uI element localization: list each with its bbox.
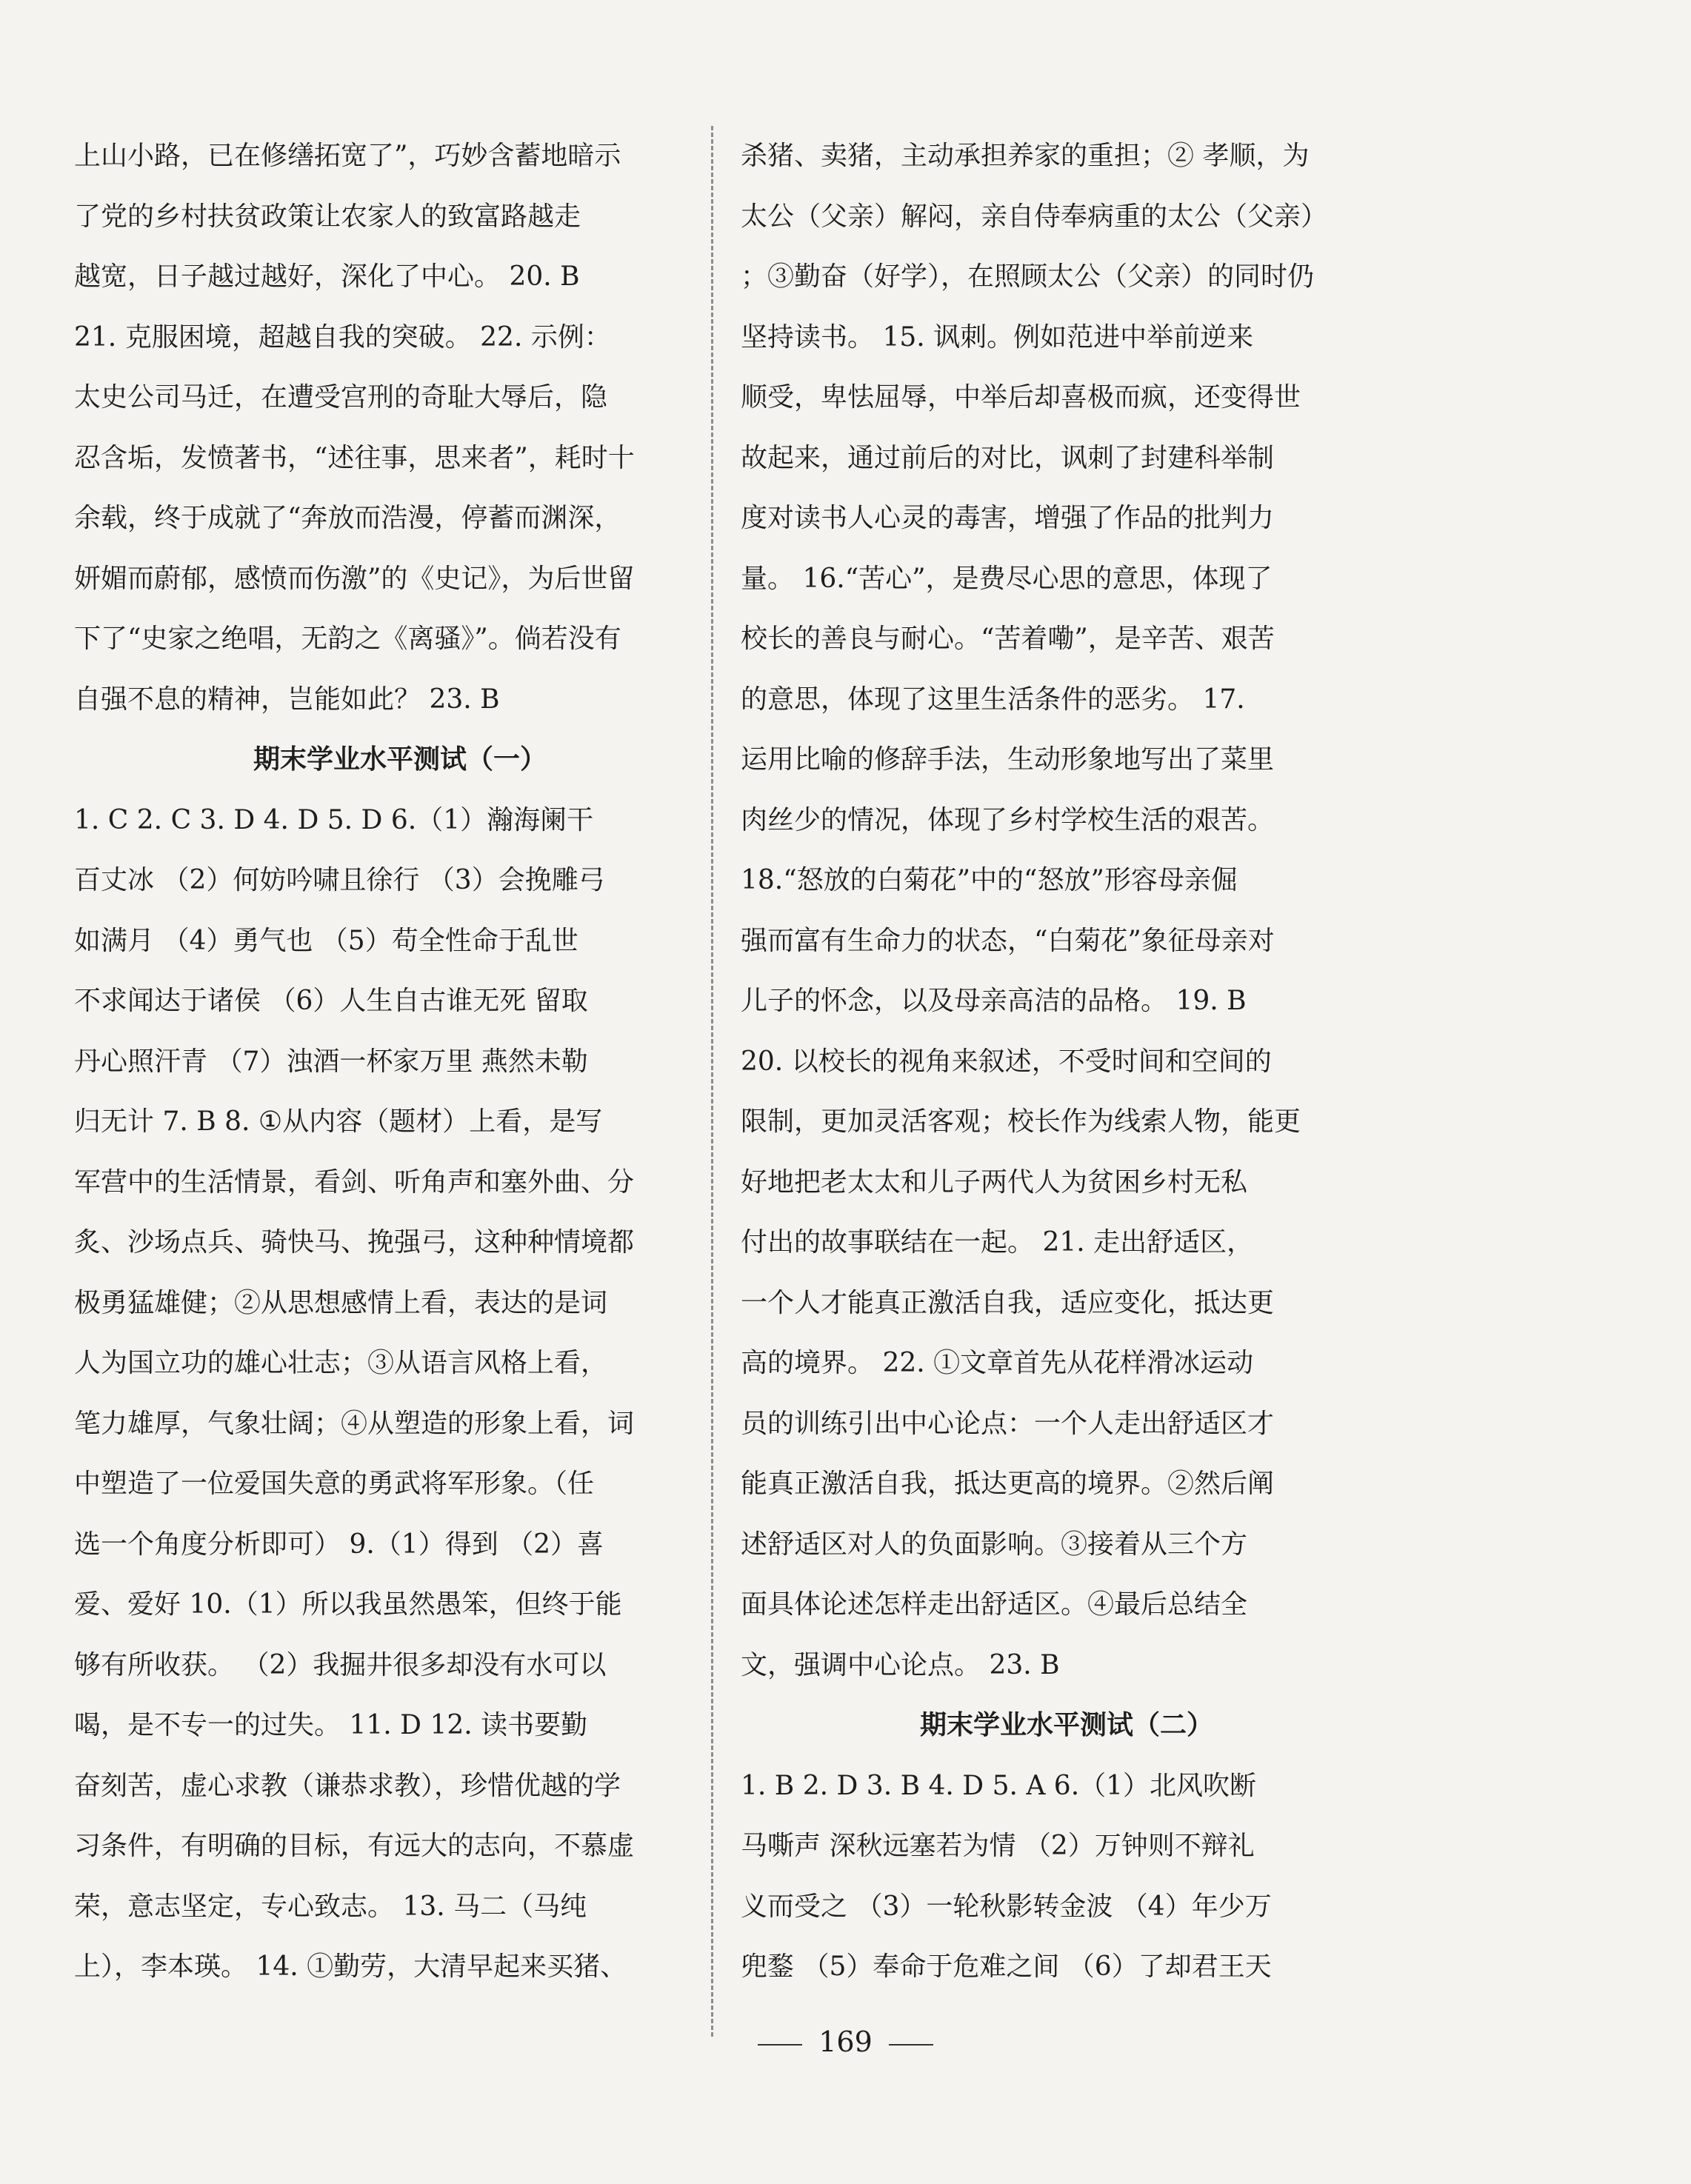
text-line: ；③勤奋（好学），在照顾太公（父亲）的同时仍 — [741, 261, 1315, 292]
text-line: 18.“怒放的白菊花”中的“怒放”形容母亲倔 — [741, 865, 1238, 895]
text-line: 太史公司马迁，在遭受宫刑的奇耻大辱后，隐 — [74, 382, 608, 413]
text-line: 运用比喻的修辞手法，生动形象地写出了菜里 — [741, 744, 1275, 775]
text-line: 度对读书人心灵的毒害，增强了作品的批判力 — [741, 503, 1275, 533]
text-line: 下了“史家之绝唱，无韵之《离骚》”。倘若没有 — [74, 624, 621, 654]
text-line: 如满月 （4）勇气也 （5）苟全性命于乱世 — [74, 925, 578, 956]
text-line: 极勇猛雄健；②从思想感情上看，表达的是词 — [74, 1287, 608, 1318]
text-line: 上山小路，已在修缮拓宽了”，巧妙含蓄地暗示 — [74, 141, 621, 171]
text-line: 喝，是不专一的过失。 11. D 12. 读书要勤 — [74, 1710, 588, 1740]
left-column — [74, 126, 726, 1997]
text-line: 文，强调中心论点。 23. B — [741, 1649, 1060, 1680]
text-line: 付出的故事联结在一起。 21. 走出舒适区， — [741, 1227, 1254, 1258]
page-number: 169 — [818, 2026, 873, 2058]
text-line: 忍含垢，发愤著书，“述往事，思来者”，耗时十 — [74, 442, 635, 473]
text-line: 炙、沙场点兵、骑快马、挽强弓，这种种情境都 — [74, 1227, 635, 1258]
text-line: 丹心照汗青 （7）浊酒一杯家万里 燕然未勒 — [74, 1046, 588, 1077]
section-heading: 期末学业水平测试（一） — [253, 744, 547, 775]
text-line: 限制，更加灵活客观；校长作为线索人物，能更 — [741, 1106, 1301, 1137]
text-line: 习条件，有明确的目标，有远大的志向，不慕虚 — [74, 1831, 635, 1861]
text-line: 好地把老太太和儿子两代人为贫困乡村无私 — [741, 1166, 1248, 1198]
text-line: 1. B 2. D 3. B 4. D 5. A 6.（1）北风吹断 — [741, 1770, 1257, 1801]
text-line: 兜鍪 （5）奉命于危难之间 （6）了却君王天 — [741, 1951, 1272, 1982]
text-line: 员的训练引出中心论点：一个人走出舒适区才 — [741, 1408, 1275, 1439]
text-line: 能真正激活自我，抵达更高的境界。②然后阐 — [741, 1469, 1275, 1499]
footer-dash-right — [889, 2044, 933, 2046]
text-line: 归无计 7. B 8. ①从内容（题材）上看，是写 — [74, 1106, 603, 1137]
text-line: 自强不息的精神，岂能如此？ 23. B — [74, 684, 500, 715]
text-line: 顺受，卑怯屈辱，中举后却喜极而疯，还变得世 — [741, 382, 1301, 413]
text-line: 义而受之 （3）一轮秋影转金波 （4）年少万 — [741, 1891, 1272, 1922]
text-line: 21. 克服困境，超越自我的突破。 22. 示例： — [74, 321, 611, 353]
text-line: 面具体论述怎样走出舒适区。④最后总结全 — [741, 1589, 1248, 1620]
text-line: 余载，终于成就了“奔放而浩漫，停蓄而渊深， — [74, 503, 621, 533]
page-footer — [0, 2026, 1691, 2058]
right-column — [741, 126, 1393, 1997]
text-line: 笔力雄厚，气象壮阔；④从塑造的形象上看，词 — [74, 1408, 635, 1439]
text-line: 儿子的怀念，以及母亲高洁的品格。 19. B — [741, 986, 1247, 1016]
text-line: 人为国立功的雄心壮志；③从语言风格上看， — [74, 1348, 608, 1378]
column-divider — [711, 126, 713, 2037]
text-line: 太公（父亲）解闷，亲自侍奉病重的太公（父亲） — [741, 201, 1328, 232]
text-line: 杀猪、卖猪，主动承担养家的重担；② 孝顺，为 — [741, 141, 1310, 171]
text-line: 坚持读书。 15. 讽刺。例如范进中举前逆来 — [741, 321, 1254, 353]
text-line: 不求闻达于诸侯 （6）人生自古谁无死 留取 — [74, 986, 588, 1016]
text-line: 荣，意志坚定，专心致志。 13. 马二（马纯 — [74, 1891, 587, 1922]
text-line: 上），李本瑛。 14. ①勤劳，大清早起来买猪、 — [74, 1951, 627, 1982]
text-line: 一个人才能真正激活自我，适应变化，抵达更 — [741, 1287, 1275, 1318]
text-line: 马嘶声 深秋远塞若为情 （2）万钟则不辩礼 — [741, 1831, 1255, 1861]
text-line: 故起来，通过前后的对比，讽刺了封建科举制 — [741, 442, 1275, 473]
text-line: 了党的乡村扶贫政策让农家人的致富路越走 — [74, 201, 581, 232]
text-line: 奋刻苦，虚心求教（谦恭求教），珍惜优越的学 — [74, 1770, 621, 1801]
text-line: 1. C 2. C 3. D 4. D 5. D 6.（1）瀚海阑干 — [74, 804, 594, 835]
text-line: 强而富有生命力的状态，“白菊花”象征母亲对 — [741, 925, 1275, 956]
text-line: 20. 以校长的视角来叙述，不受时间和空间的 — [741, 1046, 1272, 1077]
text-line: 高的境界。 22. ①文章首先从花样滑冰运动 — [741, 1348, 1254, 1378]
section-heading: 期末学业水平测试（二） — [919, 1709, 1213, 1740]
text-line: 够有所收获。 （2）我掘井很多却没有水可以 — [74, 1649, 607, 1680]
text-line: 妍媚而蔚郁，感愤而伤激”的《史记》，为后世留 — [74, 563, 635, 594]
text-line: 爱、爱好 10.（1）所以我虽然愚笨，但终于能 — [74, 1589, 622, 1620]
text-line: 越宽，日子越过越好，深化了中心。 20. B — [74, 261, 580, 292]
text-line: 肉丝少的情况，体现了乡村学校生活的艰苦。 — [741, 804, 1275, 835]
footer-dash-left — [758, 2044, 802, 2046]
text-line: 校长的善良与耐心。“苦着嘞”，是辛苦、艰苦 — [741, 624, 1275, 654]
text-line: 中塑造了一位爱国失意的勇武将军形象。（任 — [74, 1469, 595, 1499]
text-line: 量。 16.“苦心”，是费尽心思的意思，体现了 — [741, 563, 1273, 594]
text-line: 选一个角度分析即可） 9.（1）得到 （2）喜 — [74, 1529, 604, 1560]
text-line: 百丈冰 （2）何妨吟啸且徐行 （3）会挽雕弓 — [74, 865, 605, 895]
text-line: 述舒适区对人的负面影响。③接着从三个方 — [741, 1529, 1248, 1560]
text-line: 的意思，体现了这里生活条件的恶劣。 17. — [741, 684, 1245, 715]
text-line: 军营中的生活情景，看剑、听角声和塞外曲、分 — [74, 1166, 635, 1198]
